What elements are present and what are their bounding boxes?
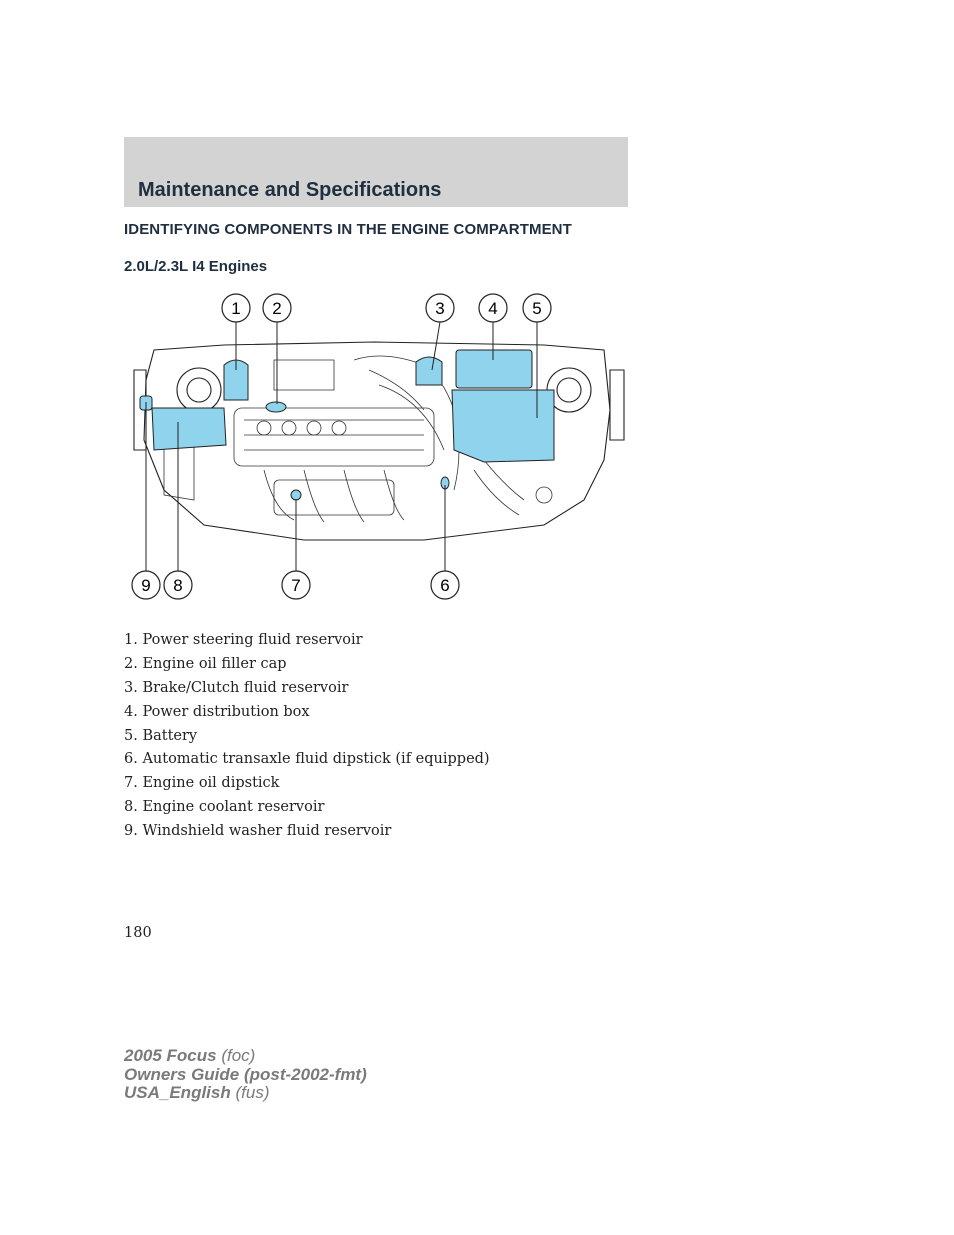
footer-line-2	[124, 1066, 367, 1085]
engine-diagram-svg	[124, 290, 628, 610]
callout-1-label: 1	[231, 299, 241, 318]
callout-6-label: 6	[440, 576, 450, 595]
legend-item: 4. Power distribution box	[124, 703, 310, 720]
page-title: Maintenance and Specifications	[138, 179, 442, 201]
legend-item: 6. Automatic transaxle fluid dipstick (if equipped)	[124, 751, 490, 768]
callout-7	[282, 571, 310, 599]
legend-item: 5. Battery	[124, 727, 198, 744]
footer-guide: Owners Guide (post-2002-fmt)	[124, 1064, 367, 1084]
callout-3-label: 3	[435, 299, 445, 318]
callout-5	[523, 294, 551, 322]
footer-model: 2005 Focus	[124, 1046, 217, 1065]
callout-2	[263, 294, 291, 322]
callout-8	[164, 571, 192, 599]
footer-model-code: (foc)	[221, 1046, 256, 1065]
oil-filler-cap	[266, 402, 286, 412]
callout-5-label: 5	[532, 299, 542, 318]
document-footer	[124, 1047, 367, 1103]
callout-9	[132, 571, 160, 599]
legend-item: 3. Brake/Clutch fluid reservoir	[124, 679, 349, 696]
highlighted-components	[140, 350, 554, 500]
header-band	[124, 137, 628, 207]
section-title: IDENTIFYING COMPONENTS IN THE ENGINE COMPARTMENT	[124, 221, 572, 238]
callout-3	[426, 294, 454, 322]
page-number: 180	[124, 925, 152, 941]
callout-7-label: 7	[291, 576, 301, 595]
callout-1	[222, 294, 250, 322]
footer-language: USA_English	[124, 1083, 231, 1102]
legend-item: 9. Windshield washer fluid reservoir	[124, 823, 392, 840]
callout-4-label: 4	[488, 299, 498, 318]
oil-dipstick-handle	[291, 490, 301, 500]
footer-line-3	[124, 1084, 367, 1103]
footer-language-code: (fus)	[235, 1083, 270, 1102]
callout-8-label: 8	[173, 576, 183, 595]
callout-9-label: 9	[141, 576, 151, 595]
legend-item: 7. Engine oil dipstick	[124, 775, 280, 792]
component-legend	[124, 630, 490, 845]
subsection-title: 2.0L/2.3L I4 Engines	[124, 258, 268, 275]
legend-item: 2. Engine oil filler cap	[124, 655, 287, 672]
engine-compartment-diagram	[124, 290, 628, 610]
footer-line-1	[124, 1047, 367, 1066]
legend-item: 1. Power steering fluid reservoir	[124, 632, 363, 648]
power-distribution-box	[456, 350, 532, 388]
brake-fluid-reservoir	[416, 357, 442, 385]
legend-item: 8. Engine coolant reservoir	[124, 799, 325, 816]
battery	[452, 390, 554, 462]
callout-6	[431, 571, 459, 599]
callout-2-label: 2	[272, 299, 282, 318]
coolant-reservoir	[152, 408, 226, 450]
callout-4	[479, 294, 507, 322]
